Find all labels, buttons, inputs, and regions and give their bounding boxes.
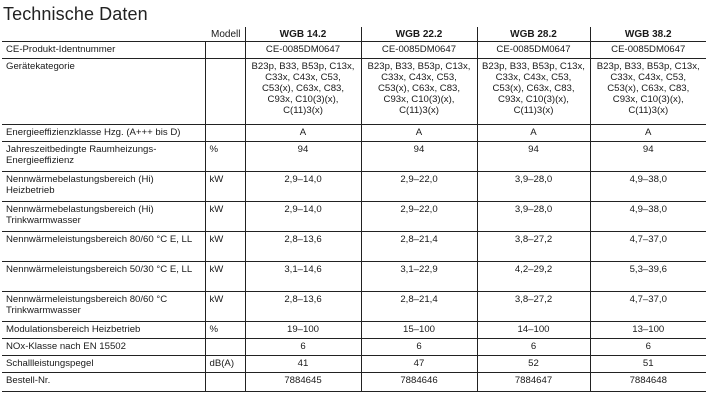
row-unit: dB(A)	[205, 356, 245, 373]
row-value: 2,8–13,6	[245, 292, 361, 322]
row-value: 4,7–37,0	[590, 232, 706, 262]
row-value: 52	[477, 356, 590, 373]
row-value: 3,8–27,2	[477, 232, 590, 262]
row-value: A	[361, 125, 477, 142]
table-row	[2, 59, 706, 125]
row-label: NOx-Klasse nach EN 15502	[2, 339, 205, 356]
row-value: CE-0085DM0647	[477, 42, 590, 59]
row-value: 19–100	[245, 322, 361, 339]
row-value: 2,8–21,4	[361, 232, 477, 262]
row-label: Energieeffizienzklasse Hzg. (A+++ bis D)	[2, 125, 205, 142]
row-value: B23p, B33, B53p, C13x, C33x, C43x, C53, C53(x), C63x, C83, C93x, C10(3)(x), C(11)3(x)	[361, 59, 477, 125]
row-value: 94	[477, 142, 590, 172]
table-row	[2, 142, 706, 172]
row-value: 41	[245, 356, 361, 373]
table-row	[2, 172, 706, 202]
row-label: Modulationsbereich Heizbetrieb	[2, 322, 205, 339]
row-label: Nennwärmebelastungsbereich (Hi) Heizbetrieb	[2, 172, 205, 202]
row-value: 2,9–14,0	[245, 202, 361, 232]
row-value: 3,8–27,2	[477, 292, 590, 322]
row-value: 4,9–38,0	[590, 172, 706, 202]
table-row	[2, 373, 706, 392]
model-header: WGB 22.2	[361, 27, 477, 42]
row-label: Nennwärmeleistungsbereich 80/60 °C Trinkwarmwasser	[2, 292, 205, 322]
row-value: 3,9–28,0	[477, 172, 590, 202]
row-value: 7884646	[361, 373, 477, 392]
row-value: 4,7–37,0	[590, 292, 706, 322]
row-unit: kW	[205, 232, 245, 262]
row-value: 6	[477, 339, 590, 356]
row-label: Nennwärmeleistungsbereich 80/60 °C E, LL	[2, 232, 205, 262]
row-value: 4,9–38,0	[590, 202, 706, 232]
row-unit: kW	[205, 292, 245, 322]
row-value: 2,9–14,0	[245, 172, 361, 202]
table-row	[2, 125, 706, 142]
row-value: CE-0085DM0647	[361, 42, 477, 59]
table-row	[2, 356, 706, 373]
row-unit: kW	[205, 262, 245, 292]
row-label: CE-Produkt-Identnummer	[2, 42, 205, 59]
row-unit	[205, 59, 245, 125]
table-row	[2, 322, 706, 339]
row-label: Jahreszeitbedingte Raumheizungs-Energieeffizienz	[2, 142, 205, 172]
modell-header: Modell	[2, 27, 245, 42]
row-value: A	[590, 125, 706, 142]
row-unit: kW	[205, 202, 245, 232]
row-unit: %	[205, 322, 245, 339]
row-value: B23p, B33, B53p, C13x, C33x, C43x, C53, C53(x), C63x, C83, C93x, C10(3)(x), C(11)3(x)	[245, 59, 361, 125]
row-value: 2,8–13,6	[245, 232, 361, 262]
table-row	[2, 292, 706, 322]
model-header: WGB 14.2	[245, 27, 361, 42]
row-value: 6	[361, 339, 477, 356]
row-unit: kW	[205, 172, 245, 202]
model-header: WGB 28.2	[477, 27, 590, 42]
row-label: Bestell-Nr.	[2, 373, 205, 392]
row-unit: %	[205, 142, 245, 172]
row-unit	[205, 125, 245, 142]
page-title: Technische Daten	[3, 4, 148, 24]
row-value: A	[477, 125, 590, 142]
row-value: 15–100	[361, 322, 477, 339]
row-unit	[205, 42, 245, 59]
row-value: 6	[245, 339, 361, 356]
table-row	[2, 232, 706, 262]
row-value: 2,9–22,0	[361, 172, 477, 202]
row-label: Schallleistungspegel	[2, 356, 205, 373]
row-value: 7884648	[590, 373, 706, 392]
row-value: CE-0085DM0647	[245, 42, 361, 59]
row-label: Nennwärmeleistungsbereich 50/30 °C E, LL	[2, 262, 205, 292]
table-row	[2, 339, 706, 356]
row-value: 94	[245, 142, 361, 172]
row-value: 5,3–39,6	[590, 262, 706, 292]
row-value: 2,9–22,0	[361, 202, 477, 232]
table-header-row	[2, 27, 706, 42]
row-value: B23p, B33, B53p, C13x, C33x, C43x, C53, C53(x), C63x, C83, C93x, C10(3)(x), C(11)3(x)	[477, 59, 590, 125]
row-value: 3,1–22,9	[361, 262, 477, 292]
table-row	[2, 262, 706, 292]
row-value: 94	[590, 142, 706, 172]
row-label: Gerätekategorie	[2, 59, 205, 125]
row-value: B23p, B33, B53p, C13x, C33x, C43x, C53, C53(x), C63x, C83, C93x, C10(3)(x), C(11)3(x)	[590, 59, 706, 125]
table-row	[2, 202, 706, 232]
row-value: 14–100	[477, 322, 590, 339]
spec-table	[2, 27, 706, 392]
row-value: 94	[361, 142, 477, 172]
row-value: 13–100	[590, 322, 706, 339]
row-value: CE-0085DM0647	[590, 42, 706, 59]
row-value: 7884645	[245, 373, 361, 392]
row-unit	[205, 339, 245, 356]
table-body	[2, 42, 706, 392]
row-value: 3,9–28,0	[477, 202, 590, 232]
row-value: 47	[361, 356, 477, 373]
row-value: 6	[590, 339, 706, 356]
row-value: 7884647	[477, 373, 590, 392]
table-row	[2, 42, 706, 59]
row-value: A	[245, 125, 361, 142]
model-header: WGB 38.2	[590, 27, 706, 42]
row-unit	[205, 373, 245, 392]
row-value: 2,8–21,4	[361, 292, 477, 322]
row-value: 4,2–29,2	[477, 262, 590, 292]
row-value: 3,1–14,6	[245, 262, 361, 292]
row-value: 51	[590, 356, 706, 373]
row-label: Nennwärmebelastungsbereich (Hi) Trinkwarmwasser	[2, 202, 205, 232]
